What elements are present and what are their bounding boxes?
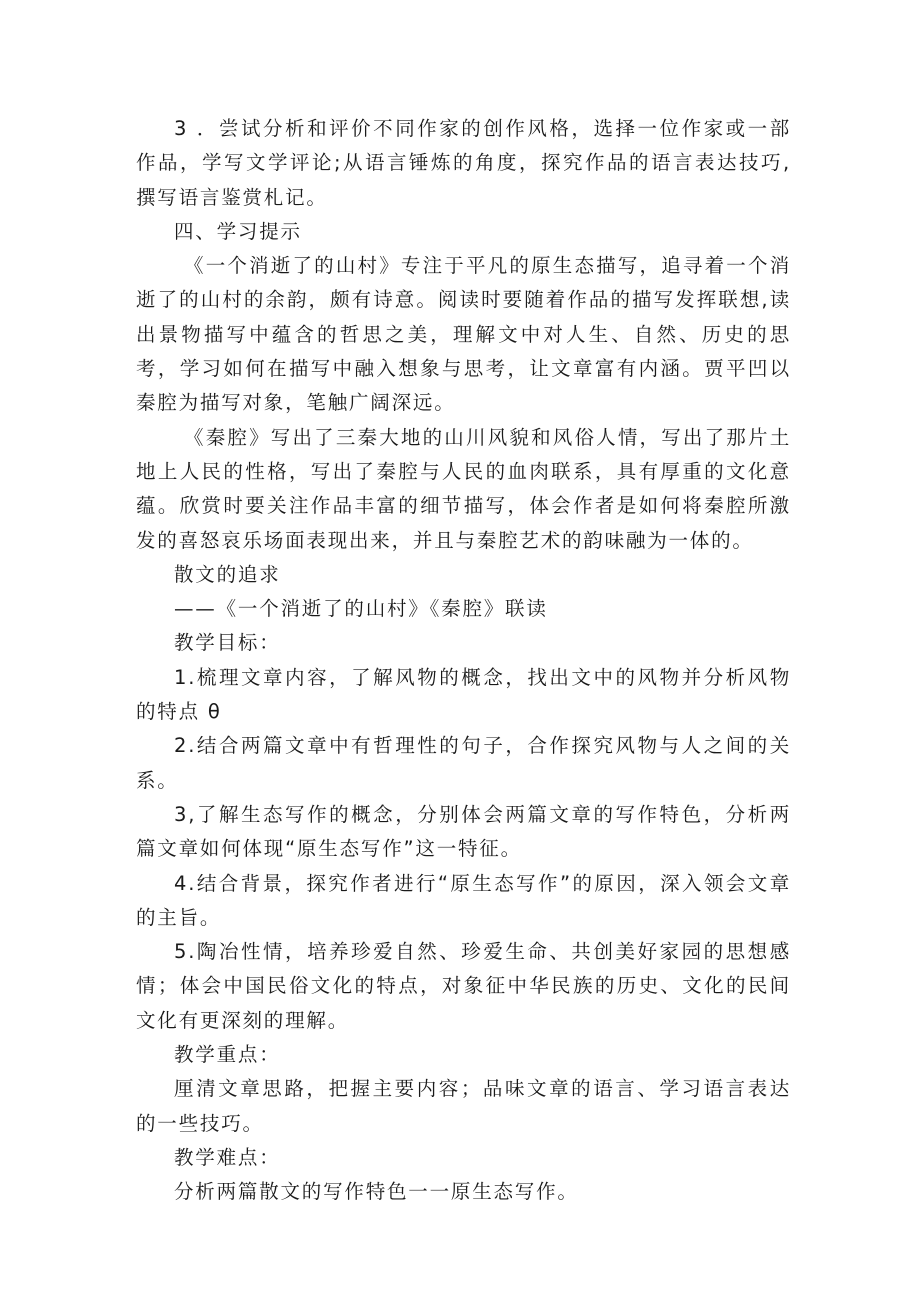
objective-item-5: 5.陶冶性情，培养珍爱自然、珍爱生命、共创美好家园的思想感情；体会中国民俗文化的特点，对象征中华民族的历史、文化的民间文化有更深刻的理解。 — [136, 940, 791, 1032]
heading-learning-tips: 四、学习提示 — [174, 219, 302, 243]
heading-difficult-points: 教学难点： — [174, 1145, 281, 1169]
objective-item-1: 1.梳理文章内容，了解风物的概念，找出文中的风物并分析风物的特点 θ — [136, 665, 791, 724]
objective-item-2: 2.结合两篇文章中有哲理性的句子，合作探究风物与人之间的关系。 — [136, 734, 791, 792]
lesson-title: 散文的追求 — [174, 562, 281, 586]
document-page — [136, 112, 791, 1210]
heading-teaching-objectives: 教学目标： — [174, 631, 281, 655]
difficult-points-text: 分析两篇散文的写作特色一一原生态写作。 — [174, 1180, 579, 1204]
paragraph-tip-qinqiang: 《秦腔》写出了三秦大地的山川风貌和风俗人情，写出了那片土地上人民的性格，写出了秦腔与人民的血肉联系，具有厚重的文化意蕴。欣赏时要关注作品丰富的细节描写，体会作者是如何将秦腔所激发的喜怒哀乐场面表现出来，并且与秦腔艺术的韵味融为一体的。 — [136, 425, 791, 552]
key-points-text: 厘清文章思路，把握主要内容；品味文章的语言、学习语言表达的一些技巧。 — [136, 1077, 791, 1135]
lesson-subtitle: ——《一个消逝了的山村》《秦腔》联读 — [174, 597, 548, 621]
objective-item-3: 3,了解生态写作的概念，分别体会两篇文章的写作特色，分析两篇文章如何体现“原生态写作”这一特征。 — [136, 802, 791, 861]
heading-key-points: 教学重点： — [174, 1043, 281, 1067]
paragraph-tip-shancun: 《一个消逝了的山村》专注于平凡的原生态描写，追寻着一个消逝了的山村的余韵，颇有诗意。阅读时要随着作品的描写发挥联想,读出景物描写中蕴含的哲思之美，理解文中对人生、自然、历史的思考，学习如何在描写中融入想象与思考，让文章富有内涵。贾平凹以秦腔为描写对象，笔触广阔深远。 — [136, 254, 791, 415]
objective-item-4: 4.结合背景，探究作者进行“原生态写作”的原因，深入领会文章的主旨。 — [136, 871, 791, 929]
paragraph-objective-3: 3 ．尝试分析和评价不同作家的创作风格，选择一位作家或一部作品，学写文学评论;从语言锤炼的角度，探究作品的语言表达技巧,撰写语言鉴赏札记。 — [136, 117, 791, 209]
